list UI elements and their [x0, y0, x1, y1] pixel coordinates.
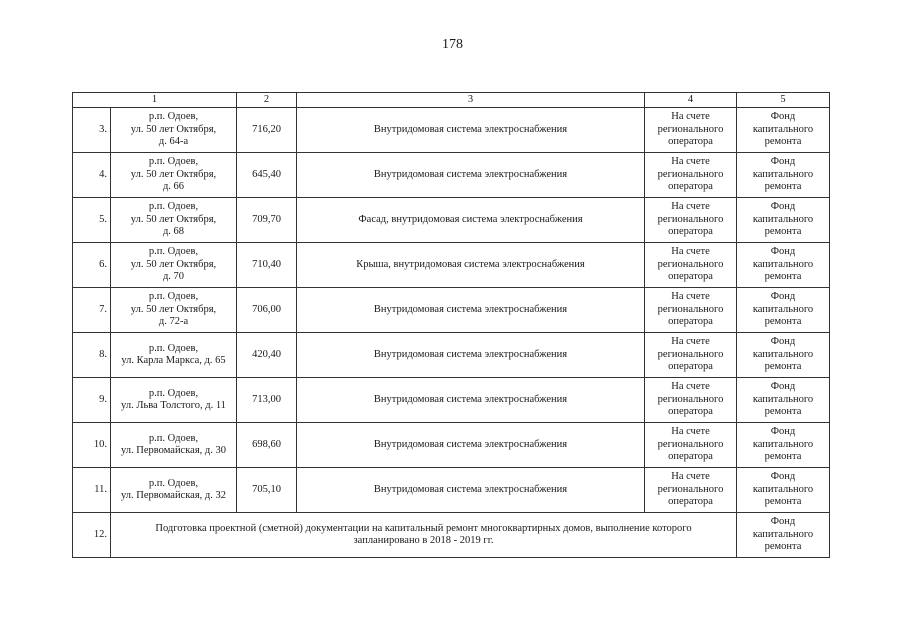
- cell-line: оператора: [668, 406, 713, 418]
- fund-cell: [737, 378, 830, 423]
- area-cell: 645,40: [237, 153, 297, 198]
- cell-line: Фонд: [770, 381, 796, 393]
- cell-line: ул. Карла Маркса, д. 65: [121, 355, 226, 366]
- row-number: 7.: [73, 288, 111, 333]
- cell-line: ремонта: [764, 271, 802, 283]
- table-row: [73, 288, 830, 333]
- fund-cell: [737, 243, 830, 288]
- fund-cell: [737, 423, 830, 468]
- address-cell: [111, 288, 237, 333]
- cell-line: д. 72-а: [158, 316, 189, 328]
- address-cell: [111, 108, 237, 153]
- cell-line: регионального: [657, 483, 724, 495]
- address-cell: [111, 378, 237, 423]
- cell-line: регионального: [657, 438, 724, 450]
- cell-line: капитального: [752, 168, 814, 180]
- cell-line: запланировано в 2018 - 2019 гг.: [353, 535, 494, 546]
- works-cell: Внутридомовая система электроснабжения: [297, 378, 645, 423]
- account-cell: [645, 108, 737, 153]
- cell-line: Фонд: [770, 111, 796, 123]
- cell-line: р.п. Одоев,: [148, 246, 199, 258]
- area-cell: 710,40: [237, 243, 297, 288]
- cell-line: Фонд: [770, 246, 796, 258]
- cell-line: ул. Первомайская, д. 32: [121, 490, 226, 501]
- cell-line: Фонд: [770, 336, 796, 348]
- cell-line: оператора: [668, 451, 713, 463]
- account-cell: [645, 333, 737, 378]
- address-cell: [111, 423, 237, 468]
- cell-line: ремонта: [764, 316, 802, 328]
- cell-line: капитального: [752, 303, 814, 315]
- cell-line: ремонта: [764, 136, 802, 148]
- works-cell: Внутридомовая система электроснабжения: [297, 423, 645, 468]
- cell-line: ремонта: [764, 181, 802, 193]
- cell-line: оператора: [668, 226, 713, 238]
- row-number: 8.: [73, 333, 111, 378]
- cell-line: капитального: [752, 258, 814, 270]
- cell-line: На счете: [671, 111, 710, 123]
- cell-line: регионального: [657, 393, 724, 405]
- works-cell: Внутридомовая система электроснабжения: [297, 153, 645, 198]
- cell-line: ремонта: [764, 496, 802, 508]
- cell-line: капитального: [752, 123, 814, 135]
- cell-line: капитального: [752, 438, 814, 450]
- cell-line: Подготовка проектной (сметной) документации на капитальный ремонт многоквартирных домов, выполнение которого: [155, 522, 692, 534]
- address-cell: [111, 153, 237, 198]
- header-col-3: 3: [297, 93, 645, 108]
- area-cell: 420,40: [237, 333, 297, 378]
- cell-line: регионального: [657, 348, 724, 360]
- cell-line: оператора: [668, 271, 713, 283]
- cell-line: д. 66: [162, 181, 185, 193]
- cell-line: Фонд: [770, 516, 796, 528]
- account-cell: [645, 198, 737, 243]
- area-cell: 706,00: [237, 288, 297, 333]
- cell-line: На счете: [671, 246, 710, 258]
- account-cell: [645, 288, 737, 333]
- cell-line: Фонд: [770, 426, 796, 438]
- fund-cell: [737, 288, 830, 333]
- cell-line: На счете: [671, 336, 710, 348]
- fund-cell: [737, 153, 830, 198]
- cell-line: регионального: [657, 213, 724, 225]
- cell-line: оператора: [668, 361, 713, 373]
- column-number-row: [73, 93, 830, 108]
- works-cell: Фасад, внутридомовая система электроснабжения: [297, 198, 645, 243]
- cell-line: регионального: [657, 303, 724, 315]
- table-row: [73, 108, 830, 153]
- header-col-4: 4: [645, 93, 737, 108]
- cell-line: На счете: [671, 291, 710, 303]
- cell-line: ул. Первомайская, д. 30: [121, 445, 226, 456]
- area-cell: 698,60: [237, 423, 297, 468]
- cell-line: р.п. Одоев,: [148, 387, 199, 399]
- cell-line: регионального: [657, 123, 724, 135]
- row-number: 10.: [73, 423, 111, 468]
- cell-line: капитального: [752, 528, 814, 540]
- cell-line: капитального: [752, 213, 814, 225]
- cell-line: р.п. Одоев,: [148, 342, 199, 354]
- cell-line: На счете: [671, 201, 710, 213]
- address-cell: [111, 243, 237, 288]
- row-number: 12.: [73, 513, 111, 558]
- cell-line: Фонд: [770, 156, 796, 168]
- address-cell: [111, 468, 237, 513]
- cell-line: ул. Льва Толстого, д. 11: [121, 400, 226, 411]
- row-number: 9.: [73, 378, 111, 423]
- cell-line: ремонта: [764, 361, 802, 373]
- table-row: [73, 423, 830, 468]
- cell-line: Фонд: [770, 201, 796, 213]
- works-cell: Крыша, внутридомовая система электроснабжения: [297, 243, 645, 288]
- cell-line: ул. 50 лет Октября,: [130, 123, 217, 135]
- cell-line: ул. 50 лет Октября,: [130, 258, 217, 270]
- cell-line: р.п. Одоев,: [148, 111, 199, 123]
- page-number: 178: [442, 37, 463, 52]
- cell-line: ул. 50 лет Октября,: [130, 303, 217, 315]
- area-cell: 716,20: [237, 108, 297, 153]
- cell-line: оператора: [668, 181, 713, 193]
- table-row: [73, 243, 830, 288]
- area-cell: 713,00: [237, 378, 297, 423]
- cell-line: р.п. Одоев,: [148, 291, 199, 303]
- cell-line: д. 70: [162, 271, 185, 283]
- cell-line: ремонта: [764, 226, 802, 238]
- cell-line: На счете: [671, 381, 710, 393]
- fund-cell: [737, 468, 830, 513]
- cell-line: д. 68: [162, 226, 185, 238]
- works-cell: Внутридомовая система электроснабжения: [297, 333, 645, 378]
- cell-line: ул. 50 лет Октября,: [130, 213, 217, 225]
- header-col-1: 1: [73, 93, 237, 108]
- design-docs-cell: [111, 513, 737, 558]
- repair-plan-table: [72, 92, 830, 558]
- cell-line: ул. 50 лет Октября,: [130, 168, 217, 180]
- row-number: 4.: [73, 153, 111, 198]
- cell-line: На счете: [671, 426, 710, 438]
- cell-line: р.п. Одоев,: [148, 432, 199, 444]
- row-number: 5.: [73, 198, 111, 243]
- works-cell: Внутридомовая система электроснабжения: [297, 468, 645, 513]
- cell-line: р.п. Одоев,: [148, 201, 199, 213]
- works-cell: Внутридомовая система электроснабжения: [297, 108, 645, 153]
- fund-cell: [737, 198, 830, 243]
- cell-line: оператора: [668, 316, 713, 328]
- works-cell: Внутридомовая система электроснабжения: [297, 288, 645, 333]
- cell-line: капитального: [752, 393, 814, 405]
- area-cell: 705,10: [237, 468, 297, 513]
- table-row: [73, 378, 830, 423]
- cell-line: ремонта: [764, 451, 802, 463]
- row-number: 3.: [73, 108, 111, 153]
- cell-line: ремонта: [764, 541, 802, 553]
- cell-line: регионального: [657, 258, 724, 270]
- cell-line: оператора: [668, 496, 713, 508]
- account-cell: [645, 378, 737, 423]
- table-row: [73, 468, 830, 513]
- cell-line: капитального: [752, 348, 814, 360]
- table-row: [73, 333, 830, 378]
- fund-cell: [737, 333, 830, 378]
- cell-line: капитального: [752, 483, 814, 495]
- cell-line: На счете: [671, 156, 710, 168]
- cell-line: На счете: [671, 471, 710, 483]
- table-row: [73, 153, 830, 198]
- address-cell: [111, 198, 237, 243]
- cell-line: р.п. Одоев,: [148, 477, 199, 489]
- table-row-design-docs: [73, 513, 830, 558]
- table-row: [73, 198, 830, 243]
- cell-line: р.п. Одоев,: [148, 156, 199, 168]
- header-col-2: 2: [237, 93, 297, 108]
- row-number: 11.: [73, 468, 111, 513]
- fund-cell: [737, 513, 830, 558]
- cell-line: д. 64-а: [158, 136, 189, 148]
- row-number: 6.: [73, 243, 111, 288]
- cell-line: регионального: [657, 168, 724, 180]
- area-cell: 709,70: [237, 198, 297, 243]
- cell-line: Фонд: [770, 471, 796, 483]
- account-cell: [645, 468, 737, 513]
- fund-cell: [737, 108, 830, 153]
- address-cell: [111, 333, 237, 378]
- header-col-5: 5: [737, 93, 830, 108]
- cell-line: ремонта: [764, 406, 802, 418]
- cell-line: Фонд: [770, 291, 796, 303]
- account-cell: [645, 153, 737, 198]
- account-cell: [645, 243, 737, 288]
- cell-line: оператора: [668, 136, 713, 148]
- account-cell: [645, 423, 737, 468]
